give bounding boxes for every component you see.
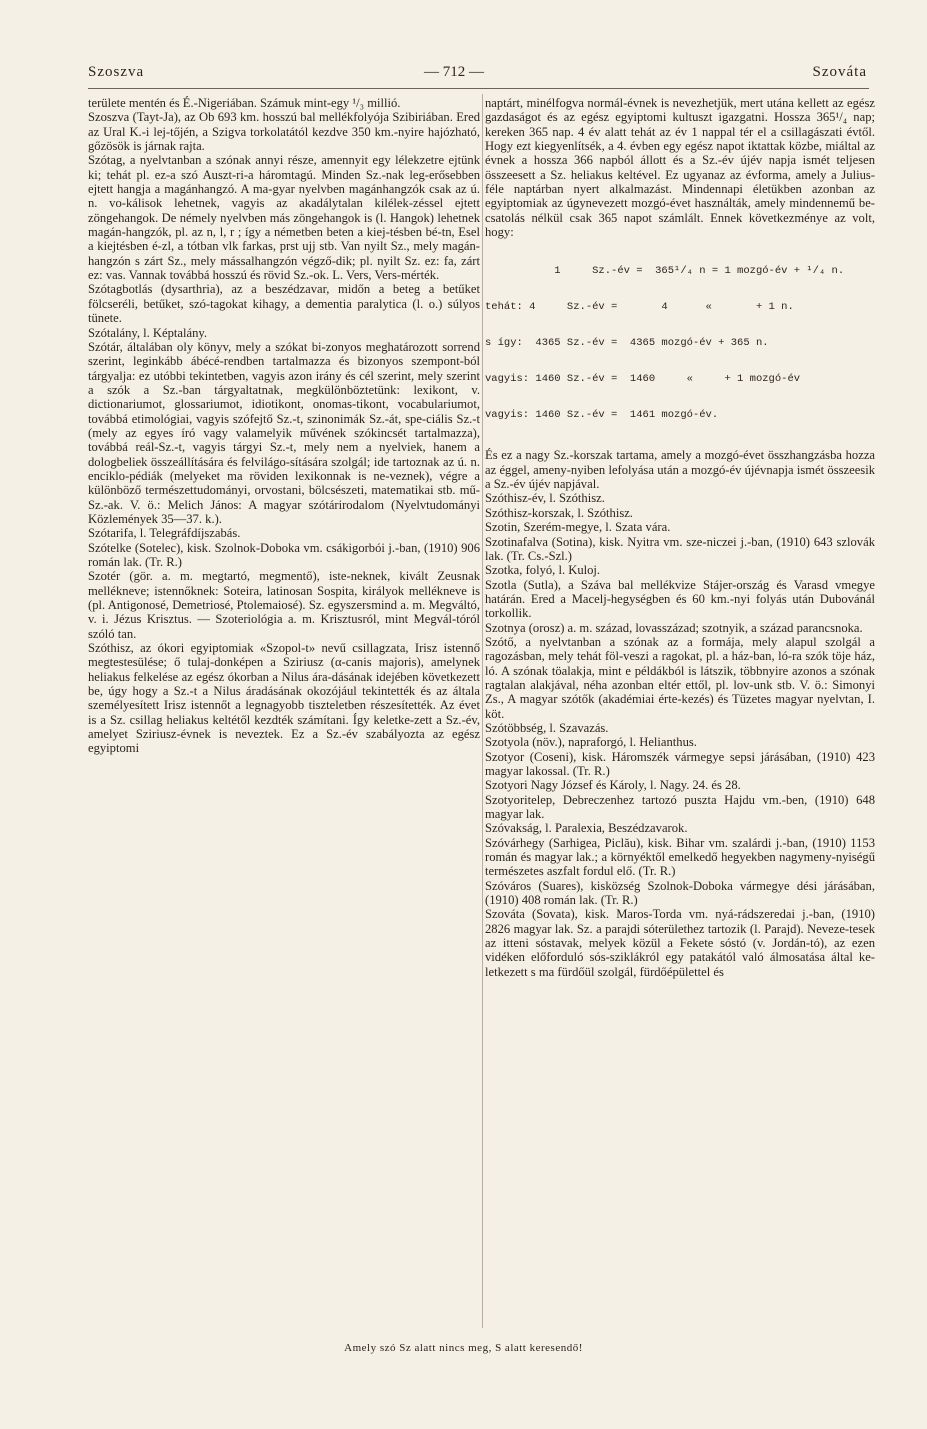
calendar-row: vagyis: 1460 Sz.-év = 1460 « + 1 mozgó-év [485,373,801,386]
header-right-headword: Szováta [812,64,867,80]
running-header [88,64,867,84]
calendar-row: s így: 4365 Sz.-év = 4365 mozgó-év + 365 n. [485,337,769,350]
entry-continuation: területe mentén és É.-Nigeriában. Számuk mint-egy ¹/₃ millió. [88,96,401,110]
calendar-table [485,241,875,445]
entry-szovaksag: Szóvakság, l. Paralexia, Beszédzavarok. [485,821,688,836]
entry-szothisz-ev: Szóthisz-év, l. Szóthisz. [485,491,605,506]
header-rule [88,88,869,89]
entry-szotag: Szótag, a nyelvtanban a szónak annyi része, amennyit egy lélekzetre ejtünk ki; tehát pl. ez-a szó Auszt-ri-a háromtagú. Minden Sz.-nak leg-erősebben ejtett hangja a magánhangzó. A ma-gyar nyelvben magánhangzók csak az ú. n. vo-kálisok lehetnek, vagyis az akadálytalan kilélek-zéssel ejtett zöngehangok. De némely nyelvben más zöngehangok is (l. Hangok) lehetnek magán-hangzók, pl. az n, l, r ; így a németben beten a kiej-tésben bé-tn, Esel a kiejtésben é-zl, a tótban vlk farkas, prst ujj stb. Van nyilt Sz., mely magán-hangzón s zárt Sz., mely mássalhangzón végző-dik; pl. nyilt Sz. ez: fa, zárt ez: vas. Vannak továbbá hosszú és rövid Sz.-ok. L. Vers, Vers-mérték. [88,153,480,283]
entry-szotnya: Szotnya (orosz) a. m. század, lovasszázad; szotnyik, a század parancsnoka. [485,620,863,635]
entry-szotelke: Szótelke (Sotelec), kisk. Szolnok-Doboka vm. csákigorbói j.-ban, (1910) 906 román lak. (Tr. R.) [88,540,480,569]
entry-szoto: Szótő, a nyelvtanban a szónak az a formája, mely alapul szolgál a ragozásban, mely tehát föl-veszi a ragokat, pl. a ház-ban, ló-ra szók töje ház, ló. A szónak töalakja, mint e példákból is látszik, többnyire azonos a szónak ragtalan alakjával, néha azonban eltér ettől, pl. lov-unk stb. V. ö.: Simonyi Zs., A magyar szótők (akadémiai érte-kezés) és Tüzetes magyar nyelvtan, I. köt. [485,634,875,721]
entry-szovaros: Szóváros (Suares), kisközség Szolnok-Doboka vármegye dési járásában, (1910) 408 román lak. (Tr. R.) [485,878,875,908]
entry-szovata: Szováta (Sovata), kisk. Maros-Torda vm. nyá-rádszeredai j.-ban, (1910) 2826 magyar lak. Sz. a parajdi sóterülethez tartozik (l. Parajd). Neveze-tesek az itteni sóstavak, melyek közül a Fekete sóstó (v. Jordán-tó), az ezen vidéken előforduló sós-sziklákról egy patakától való álmosatása által ke-letkezett s ma fürdőül szolgál, fürdőépülettel és [485,907,875,979]
calendar-row: vagyis: 1460 Sz.-év = 1461 mozgó-év. [485,409,719,422]
header-left-headword: Szoszva [88,64,145,80]
entry-szotinafalva: Szotinafalva (Sotina), kisk. Nyitra vm. sze-niczei j.-ban, (1910) 643 szlovák lak. (Tr. Cs.-Szl.) [485,534,875,563]
page-number: — 712 — [424,64,484,80]
entry-szotyola: Szotyola (növ.), napraforgó, l. Helianthus. [485,735,697,750]
calendar-row: tehát: 4 Sz.-év = 4 « + 1 n. [485,301,794,314]
entry-szoter: Szotér (gör. a. m. megtartó, megmentő), iste-neknek, kivált Zeusnak melléknevе; istennőknek: Soteira, latinosan Sospita, királyok mellékneve is (pl. Antigonosé, Demetriosé, Ptolemaiosé). Sz. egyszersmind a. m. Megváltó, v. i. Jézus Krisztus. — Szoteriológia a. m. Krisztusról, mint Megvál-tóról szóló tan. [88,569,480,641]
entry-szotobbseg: Szótöbbség, l. Szavazás. [485,720,609,735]
entry-szothisz-continuation: naptárt, minélfogva normál-évnek is nevezhetjük, mert utána kellett az egész gazdaságot és az egész egyiptomi kultuszt igazgatni. Hossza 365¹/₄ nap; kereken 365 nap. 4 év alatt tehát az év 1 nappal tér el a csillagászati évtől. Hogy ezt kiegyenlítsék, a 4. évben egy egész napot iktattak közbe, miáltal az évnek a hossza 366 napból állott és a Sz.-év újév napja ismét teljesen összeesett a Sz. heliakus keltével. Ez ugyanaz az évforma, amely a Julius-féle naptárban nyert alkalmazást. Mindennapi életükben azonban az egyiptomiak az úgynevezett mozgó-évet használták, amely mindennemű be-csatolás nélkül csak 365 napot számlált. Ennek következménye az volt, hogy: [485,96,875,240]
entry-szotalany: Szótalány, l. Képtalány. [88,325,208,340]
entry-szotyor: Szotyor (Coseni), kisk. Háromszék vármegye sepsi járásában, (1910) 423 magyar lakossal. (Tr. R.) [485,749,875,778]
left-column [88,96,480,756]
entry-szotka: Szotka, folyó, l. Kuloj. [485,563,601,578]
calendar-row: 1 Sz.-év = 365¹/₄ n = 1 mozgó-év + ¹/₄ n. [485,265,845,278]
entry-szothisz-korszak: Szóthisz-korszak, l. Szóthisz. [485,505,633,520]
entry-szotin: Szotin, Szerém-megye, l. Szata vára. [485,520,671,535]
entry-szothisz: Szóthisz, az ókori egyiptomiak «Szopol-t» nevű csillagzata, Irisz istennő megtestesülése; ő tulaj-donképen a Sziriusz (α-canis majoris), amelynek heliakus felkelése az egész ókorban a Nilus ára-dásának idejében következett be, úgy hogy a Sz.-t a Nilus áradásának okozójául tekintették és az általa személyesített Irisz istennőt a legnagyobb tiszteletben részesítették. Az évet is a Sz. csillag heliakus keltétől kezdték számítani. Így keletke-zett a Sz.-év, amelyet Sziriusz-évnek is neveztek. Ez a Sz.-év szabályozta az egész egyiptomi [88,641,480,756]
right-column [485,96,875,979]
entry-szotarifa: Szótarifa, l. Telegráfdíjszabás. [88,526,241,541]
entry-szotla: Szotla (Sutla), a Száva bal mellékvize Stájer-ország és Varasd vmegye határán. Ered a Macelj-hegységben és 60 km.-nyi folyás után Dubovánál torkollik. [485,577,875,621]
entry-szotagbotlas: Szótagbotlás (dysarthria), az a beszédzavar, midőn a beteg a betűket fölcseréli, betűket, szó-tagokat kihagy, a dementia paralytica (l. o.) súlyos tünete. [88,282,480,326]
entry-szothisz-conclusion: És ez a nagy Sz.-korszak tartama, amely a mozgó-évet összhangzásba hozza az éggel, ameny-nyiben lefolyása után a mozgó-év újévnapja ismét összeesik a Sz.-év újév napjával. [485,448,875,492]
entry-szoszva: Szoszva (Tayt-Ja), az Ob 693 km. hosszú bal mellékfolyója Szibiriában. Ered az Ural K.-i lej-tőjén, a Szigva torkolatától kezdve 350 km.-nyire hajózható, gőzösök is járnak rajta. [88,110,480,154]
entry-szotar: Szótár, általában oly könyv, mely a szókat bi-zonyos meghatározott sorrend szerint, leginkább ábécé-rendben tartalmazza és bizonyos szempont-ból tárgyalja: ez utóbbi tekintetben, vagyis azon irány és cél szerint, mely szerint a szók a Sz.-ban tárgyaltatnak, megkülönböztetünk: lexikont, v. dictionariumot, glossariumot, idiotikont, onomas-tikont, vocabulariumot, továbbá etimológiai, vagyis szófejtő Sz.-t, szinonimák Sz.-át, spe-ciális Sz.-t (mely az egyes író vagy valamelyik művének szókincsét tartalmazza), továbbá reál-Sz.-t, vagyis tárgyi Sz.-t, mely nem a nyelviek, hanem a dologbeliek összeállítására és felvilágo-sítására szolgál; ide tartoznak az ú. n. enciklo-pédiák (melyeket ma röviden lexikonnak is ne-veznek), végre a különböző természettudományi, orvostani, bölcsészeti, matematikai stb. mű-Sz.-ak. V. ö.: Melich János: A magyar szótárirodalom (Nyelvtudományi Közlemények 35—37. k.). [88,339,480,526]
column-divider [482,94,483,1328]
entry-szotyori-nagy: Szotyori Nagy József és Károly, l. Nagy. 24. és 28. [485,778,741,793]
entry-szovarhegy: Szóvárhegy (Sarhigea, Piclău), kisk. Bihar vm. szalárdi j.-ban, (1910) 1153 román és magyar lak.; a környéktől emelkedő hegyekben nagymeny-nyiségű természetes aszfalt fordul elő. (Tr. R.) [485,835,875,879]
entry-szotyoritelep: Szotyoritelep, Debreczenhez tartozó puszta Hajdu vm.-ben, (1910) 648 magyar lak. [485,792,875,822]
page-footer-note: Amely szó Sz alatt nincs meg, S alatt keresendő! [344,1342,583,1354]
